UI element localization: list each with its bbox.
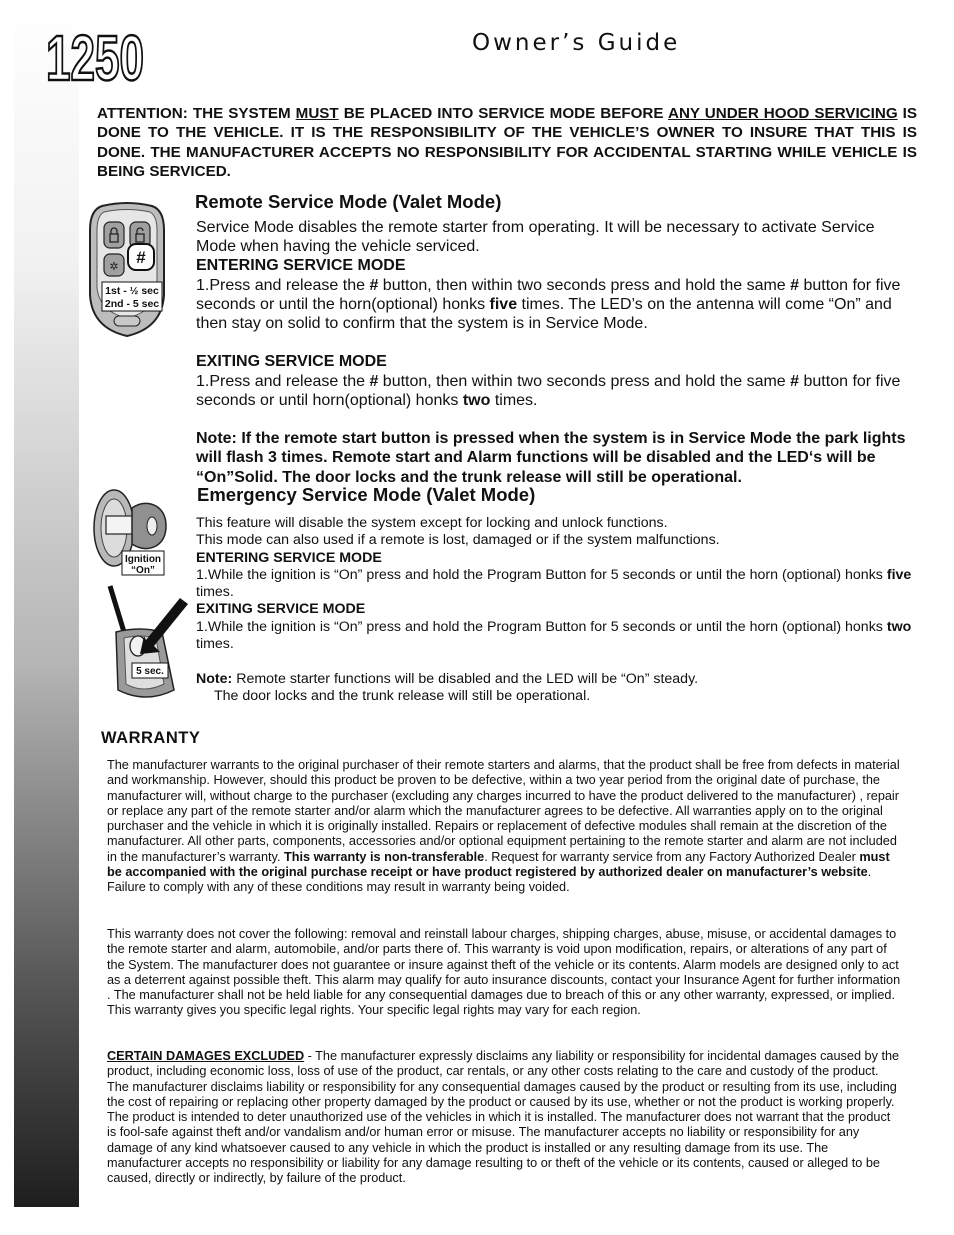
- svg-text:#: #: [136, 248, 146, 267]
- emergency-exiting-heading: EXITING SERVICE MODE: [196, 601, 366, 618]
- svg-text:1st - ½ sec: 1st - ½ sec: [105, 285, 159, 297]
- warranty-paragraph-3: CERTAIN DAMAGES EXCLUDED - The manufacturer expressly disclaims any liability or responsibility for incidental damages caused by the product, including economic loss, loss of use of the product, car rentals, or any other costs relating to the care and custody of the product. The manufacturer disclaims liability or responsibility for any consequential damages caused by the product or resulting from its use, including the cost of repairing or replacing other property damaged by the product or caused by its use, whether or not the product is working properly. The product is intended to deter unauthorized use of the vehicles in which it is installed. The manufacturer does not warrant that the product is fool-safe against theft and/or vandalism and/or human error or misuse. The manufacturer accepts no liability or responsibility for any damage of any kind whatsoever caused to any vehicle in which the product is installed or any resulting damage from its use. The manufacturer accepts no responsibility or liability for any damage resulting to or theft of the vehicle or its contents, caused or alleged to be caused, directly or indirectly, by failure of the product.: [107, 1049, 900, 1186]
- remote-exiting-heading: EXITING SERVICE MODE: [196, 353, 387, 371]
- emergency-entering-heading: ENTERING SERVICE MODE: [196, 549, 382, 566]
- remote-service-note: Note: If the remote start button is pressed when the system is in Service Mode the park lights will flash 3 times. Remote start and Alarm functions will be disabled and the LED‘s will be “On”Solid. The door locks and the trunk release will still be operational.: [196, 430, 906, 486]
- emergency-intro-1: This feature will disable the system except for locking and unlock functions.: [196, 515, 668, 531]
- ignition-key-illustration: [92, 486, 172, 578]
- svg-text:5 sec.: 5 sec.: [136, 666, 164, 677]
- emergency-service-body: [196, 515, 912, 705]
- remote-fob-illustration: [82, 200, 172, 340]
- side-gradient-bar: [14, 0, 79, 1207]
- model-number: [44, 22, 148, 94]
- svg-text:✲: ✲: [109, 261, 119, 273]
- remote-service-intro: Service Mode disables the remote starter from operating. It will be necessary to activate Service Mode when having the vehicle serviced.: [196, 219, 875, 256]
- guide-title: Owner’s Guide: [472, 30, 681, 56]
- warranty-paragraph-2: This warranty does not cover the following: removal and reinstall labour charges, shipping charges, abuse, misuse, or accidental damages to the remote starter and alarm, automobile, and/or parts there of. This warranty is void upon modification, repairs, or alterations of any part of the System. The manufacturer does not guarantee or insure against theft of the vehicle or its contents. Alarm models are designed only to act as a deterrent against possible theft. This alarm may qualify for auto insurance discounts, contact your Insurance Agent for further information . The manufacturer shall not be held liable for any consequential damages due to breach of this or any other warranty, expressed, or implied. This warranty gives you specific legal rights. Your specific legal rights may vary for each region.: [107, 927, 901, 1018]
- remote-service-heading: Remote Service Mode (Valet Mode): [195, 191, 502, 212]
- svg-text:Ignition: Ignition: [124, 554, 162, 565]
- warranty-heading: WARRANTY: [101, 729, 201, 747]
- emergency-service-heading: Emergency Service Mode (Valet Mode): [197, 484, 536, 505]
- svg-text:2nd - 5 sec: 2nd - 5 sec: [104, 298, 160, 310]
- warranty-paragraph-1: The manufacturer warrants to the original purchaser of their remote starters and alarms, that the product shall be free from defects in material and workmanship. However, should this product be proven to be defective, within a two year period from the original date of purchase, the manufacturer will, without charge to the purchaser (excluding any charges incurred to have the product delivered to the manufacturer) , repair or replace any part of the remote starter and/or alarm which the manufacturer agrees to be defective. All warranties apply on to the original purchaser and the vehicle in which it is originally installed. Repairs or replacement of defective modules shall remain at the discretion of the manufacturer. All other parts, components, accessories and/or optional equipment pertaining to the remote starter and alarm are not included in the manufacturer’s warranty. This warranty is non-transferable. Request for warranty service from any Factory Authorized Dealer must be accompanied with the original purchase receipt or have product registered by authorized dealer on manufacturer’s website. Failure to comply with any of these conditions may result in warranty being voided.: [107, 758, 900, 895]
- remote-service-body: [196, 218, 908, 487]
- program-button-illustration: [100, 580, 190, 710]
- emergency-intro-2: This mode can also used if a remote is lost, damaged or if the system malfunctions.: [196, 532, 720, 549]
- remote-entering-heading: ENTERING SERVICE MODE: [196, 257, 406, 275]
- remote-exiting-step: 1.Press and release the # button, then within two seconds press and hold the same # button for five seconds or until horn(optional) honks two times.: [196, 372, 901, 409]
- emergency-entering-step: 1.While the ignition is “On” press and hold the Program Button for 5 seconds or until the horn (optional) honks five times.: [196, 566, 912, 601]
- svg-text:1250: 1250: [46, 22, 144, 94]
- emergency-note: Note: Remote starter functions will be disabled and the LED will be “On” steady.: [196, 670, 699, 687]
- emergency-note-2: The door locks and the trunk release will still be operational.: [214, 687, 591, 704]
- remote-entering-step: 1.Press and release the # button, then within two seconds press and hold the same # button for five seconds or until the horn(optional) honks five times. The LED’s on the antenna will come “On” and then stay on solid to confirm that the system is in Service Mode.: [196, 276, 901, 333]
- emergency-exiting-step: 1.While the ignition is “On” press and hold the Program Button for 5 seconds or until the horn (optional) honks two times.: [196, 618, 912, 653]
- attention-notice: ATTENTION: THE SYSTEM MUST BE PLACED INTO SERVICE MODE BEFORE ANY UNDER HOOD SERVICING IS DONE TO THE VEHICLE. IT IS THE RESPONSIBILITY OF THE VEHICLE’S OWNER TO INSURE THAT THIS IS DONE. THE MANUFACTURER ACCEPTS NO RESPONSIBILITY FOR ACCIDENTAL STARTING WHILE VEHICLE IS BEING SERVICED.: [97, 105, 917, 180]
- svg-text:“On”: “On”: [131, 565, 155, 576]
